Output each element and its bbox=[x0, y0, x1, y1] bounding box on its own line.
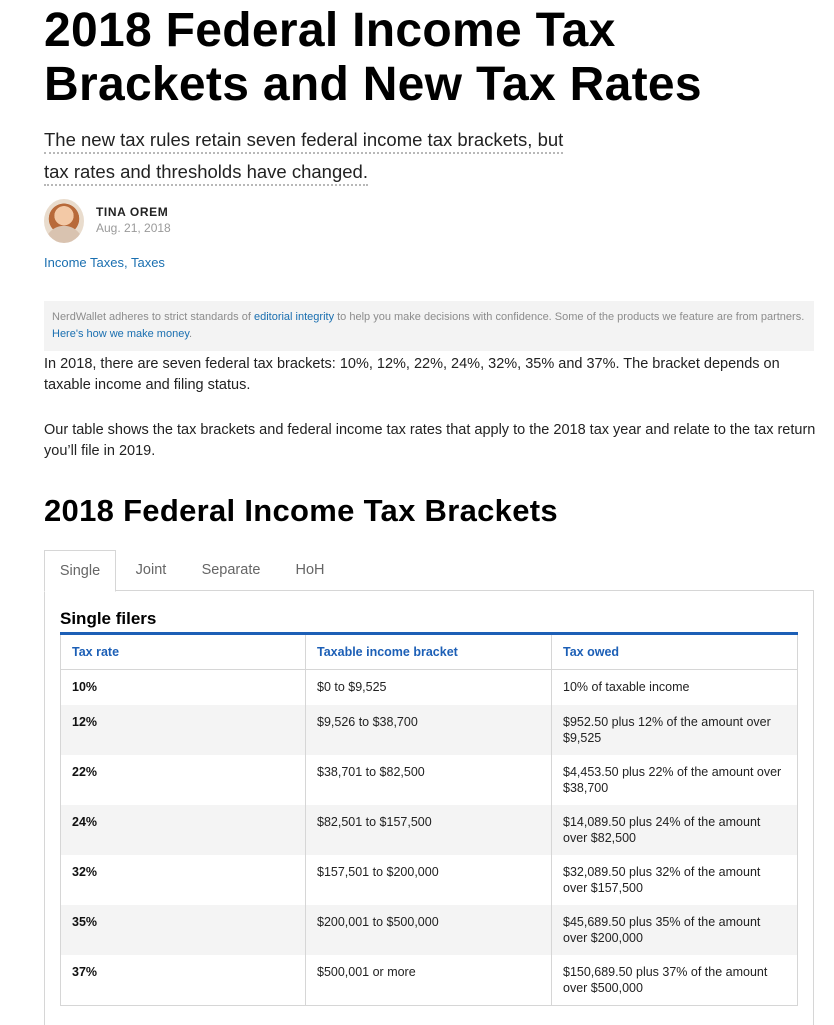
cell-tax-owed: $150,689.50 plus 37% of the amount over $500,000 bbox=[563, 965, 768, 995]
cell-rate: 22% bbox=[61, 755, 306, 805]
how-we-make-money-link[interactable]: Here's how we make money bbox=[52, 328, 190, 340]
table-header-row bbox=[61, 634, 798, 670]
table-row bbox=[61, 755, 798, 805]
header-tax-owed: Tax owed bbox=[552, 634, 798, 670]
cell-rate: 10% bbox=[61, 670, 306, 706]
cell-tax-owed: $32,089.50 plus 32% of the amount over $157,500 bbox=[563, 865, 761, 895]
cell-tax-owed: $14,089.50 plus 24% of the amount over $82,500 bbox=[552, 805, 798, 855]
disclosure-text-3: . bbox=[189, 328, 193, 340]
editorial-integrity-link[interactable]: editorial integrity bbox=[253, 311, 335, 323]
article-subtitle bbox=[44, 124, 644, 188]
cell-bracket: $82,501 to $157,500 bbox=[306, 805, 552, 855]
disclosure-text-2: to help you make decisions with confidence. Some of the products we feature are from partners. bbox=[334, 311, 805, 323]
editorial-disclosure bbox=[44, 301, 814, 351]
section-heading: 2018 Federal Income Tax Brackets bbox=[44, 493, 558, 528]
subtitle-line-1: The new tax rules retain seven federal income tax brackets, but bbox=[44, 129, 563, 154]
tag-separator: , bbox=[123, 255, 131, 270]
cell-rate: 35% bbox=[61, 905, 306, 955]
tag-income-taxes[interactable]: Income Taxes bbox=[44, 255, 124, 270]
table-row bbox=[61, 905, 798, 955]
category-tags bbox=[44, 255, 165, 270]
cell-bracket: $0 to $9,525 bbox=[306, 670, 552, 706]
tab-joint[interactable]: Joint bbox=[135, 562, 167, 578]
cell-tax-owed: $45,689.50 plus 35% of the amount over $200,000 bbox=[552, 905, 798, 955]
cell-bracket: $38,701 to $82,500 bbox=[306, 755, 552, 805]
cell-rate: 37% bbox=[61, 955, 306, 1006]
cell-tax-owed: $952.50 plus 12% of the amount over $9,525 bbox=[552, 705, 798, 755]
table-row bbox=[61, 670, 798, 706]
table-row bbox=[61, 805, 798, 855]
page-title: 2018 Federal Income Tax Brackets and New Tax Rates bbox=[44, 4, 702, 111]
publish-date: Aug. 21, 2018 bbox=[96, 221, 171, 235]
header-income-bracket: Taxable income bracket bbox=[306, 634, 552, 670]
subtitle-line-2: tax rates and thresholds have changed. bbox=[44, 161, 368, 186]
tab-hoh[interactable]: HoH bbox=[295, 562, 325, 578]
author-name[interactable]: TINA OREM bbox=[96, 205, 169, 219]
table-intro-paragraph: Our table shows the tax brackets and federal income tax rates that apply to the 2018 tax year and relate to the tax return you’ll file in 2019. bbox=[44, 422, 816, 459]
cell-bracket: $500,001 or more bbox=[306, 955, 552, 1006]
cell-bracket: $200,001 to $500,000 bbox=[306, 905, 552, 955]
table-row bbox=[61, 705, 798, 755]
intro-paragraph: In 2018, there are seven federal tax brackets: 10%, 12%, 22%, 24%, 32%, 35% and 37%. The bracket depends on taxable income and filing status. bbox=[44, 356, 780, 393]
table-row bbox=[61, 855, 798, 905]
tag-taxes[interactable]: Taxes bbox=[130, 255, 165, 270]
cell-rate: 24% bbox=[61, 805, 306, 855]
tab-panel-single bbox=[44, 590, 814, 1025]
tax-bracket-table bbox=[60, 632, 798, 1006]
cell-tax-owed: 10% of taxable income bbox=[563, 680, 690, 694]
tab-separate[interactable]: Separate bbox=[201, 562, 261, 578]
cell-tax-owed: $4,453.50 plus 22% of the amount over $38,700 bbox=[563, 765, 782, 795]
cell-bracket: $9,526 to $38,700 bbox=[306, 705, 552, 755]
cell-rate: 32% bbox=[61, 855, 306, 905]
disclosure-text-1: NerdWallet adheres to strict standards of bbox=[52, 311, 254, 323]
cell-rate: 12% bbox=[61, 705, 306, 755]
cell-bracket: $157,501 to $200,000 bbox=[306, 855, 552, 905]
author-avatar[interactable] bbox=[44, 199, 84, 243]
tab-single[interactable]: Single bbox=[44, 550, 116, 592]
table-row bbox=[61, 955, 798, 1006]
header-tax-rate: Tax rate bbox=[61, 634, 306, 670]
table-title: Single filers bbox=[60, 609, 157, 628]
